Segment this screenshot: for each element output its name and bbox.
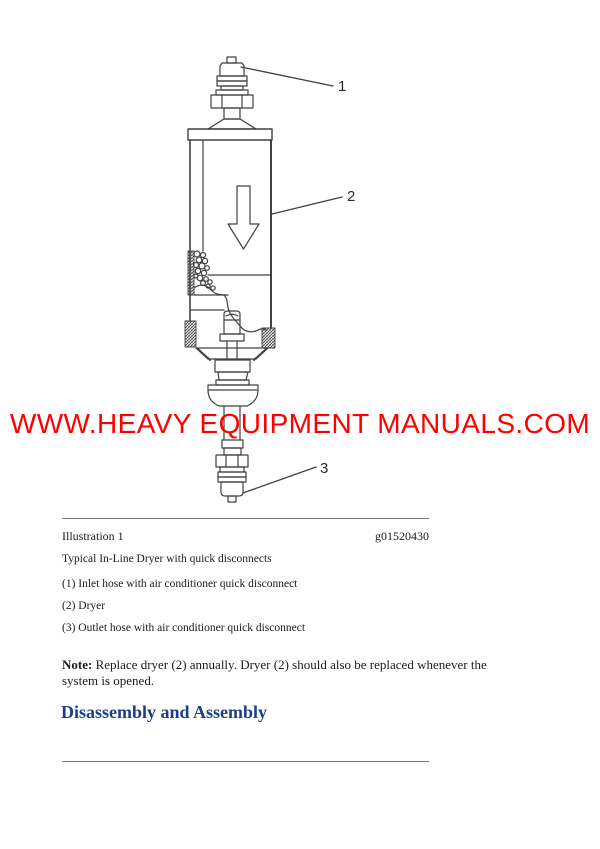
inlet-fitting bbox=[208, 57, 256, 129]
flow-arrow-icon bbox=[228, 186, 259, 249]
legend-item-3: (3) Outlet hose with air conditioner quick disconnect bbox=[62, 622, 306, 634]
illustration-label: Illustration 1 bbox=[62, 529, 124, 543]
desiccant-beads bbox=[188, 251, 215, 295]
divider-top bbox=[62, 518, 429, 519]
note-text: Replace dryer (2) annually. Dryer (2) should also be replaced whenever the system is opened. bbox=[62, 657, 487, 688]
callout-1: 1 bbox=[338, 78, 347, 95]
cutaway-interior bbox=[185, 285, 275, 358]
figure-caption: Typical In-Line Dryer with quick disconnects bbox=[62, 553, 272, 565]
note-label: Note: bbox=[62, 657, 93, 672]
note-paragraph bbox=[62, 657, 510, 689]
section-heading: Disassembly and Assembly bbox=[61, 702, 268, 722]
legend-item-2: (2) Dryer bbox=[62, 600, 106, 612]
illustration-code: g01520430 bbox=[375, 529, 429, 543]
dryer-body bbox=[188, 129, 272, 328]
callout-2: 2 bbox=[347, 188, 356, 205]
callout-3: 3 bbox=[320, 460, 329, 477]
legend-item-1: (1) Inlet hose with air conditioner quick disconnect bbox=[62, 578, 298, 590]
divider-bottom bbox=[62, 761, 429, 762]
illustration-meta bbox=[62, 529, 429, 544]
watermark: WWW.HEAVY EQUIPMENT MANUALS.COM bbox=[9, 408, 591, 439]
